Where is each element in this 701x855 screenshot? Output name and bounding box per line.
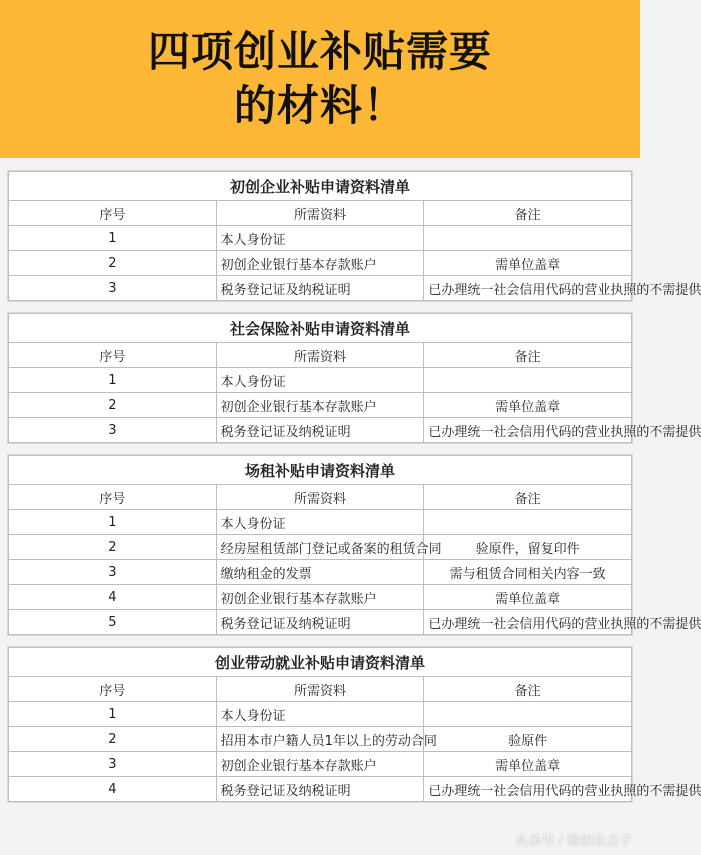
table-header-row: [9, 677, 632, 702]
row-note: 验原件，留复印件: [424, 535, 632, 560]
table-row: [9, 368, 632, 393]
row-note: 需单位盖章: [424, 585, 632, 610]
section-startup-subsidy: [8, 171, 701, 301]
header-note: 备注: [424, 677, 632, 702]
table-row: [9, 226, 632, 251]
table-row: [9, 727, 632, 752]
header-no: 序号: [9, 343, 217, 368]
header-note: 备注: [424, 343, 632, 368]
row-note: 验原件: [424, 727, 632, 752]
header-material: 所需资料: [216, 343, 424, 368]
table-row: [9, 752, 632, 777]
row-note: 已办理统一社会信用代码的营业执照的不需提供: [424, 418, 632, 443]
row-material: 初创企业银行基本存款账户: [216, 393, 424, 418]
row-material: 缴纳租金的发票: [216, 560, 424, 585]
materials-table: [8, 455, 701, 635]
section-caption: 场租补贴申请资料清单: [9, 456, 632, 485]
row-note: 已办理统一社会信用代码的营业执照的不需提供: [424, 276, 632, 301]
row-note: 已办理统一社会信用代码的营业执照的不需提供: [424, 610, 632, 635]
table-row: [9, 585, 632, 610]
table-row: [9, 251, 632, 276]
row-note: 需单位盖章: [424, 393, 632, 418]
row-note: 需与租赁合同相关内容一致: [424, 560, 632, 585]
table-row: [9, 393, 632, 418]
header-note: 备注: [424, 485, 632, 510]
row-no: 3: [9, 752, 217, 777]
row-no: 4: [9, 585, 217, 610]
row-material: 税务登记证及纳税证明: [216, 276, 424, 301]
row-note: 需单位盖章: [424, 752, 632, 777]
section-social-insurance-subsidy: [8, 313, 701, 443]
table-header-row: [9, 485, 632, 510]
row-material: 招用本市户籍人员1年以上的劳动合同: [216, 727, 424, 752]
row-no: 3: [9, 560, 217, 585]
row-material: 本人身份证: [216, 368, 424, 393]
row-material: 税务登记证及纳税证明: [216, 777, 424, 802]
row-note: [424, 510, 632, 535]
table-row: [9, 510, 632, 535]
row-material: 税务登记证及纳税证明: [216, 418, 424, 443]
row-no: 1: [9, 510, 217, 535]
materials-table: [8, 313, 701, 443]
section-caption: 社会保险补贴申请资料清单: [9, 314, 632, 343]
row-no: 3: [9, 276, 217, 301]
row-material: 本人身份证: [216, 226, 424, 251]
materials-table: [8, 171, 701, 301]
header-no: 序号: [9, 485, 217, 510]
page-title-line-2: 的材料！: [233, 81, 406, 130]
row-note: [424, 702, 632, 727]
header-material: 所需资料: [216, 201, 424, 226]
row-note: [424, 226, 632, 251]
row-material: 初创企业银行基本存款账户: [216, 251, 424, 276]
sections-container: [0, 158, 701, 802]
row-no: 1: [9, 702, 217, 727]
row-no: 3: [9, 418, 217, 443]
header-no: 序号: [9, 201, 217, 226]
row-note: 需单位盖章: [424, 251, 632, 276]
row-material: 初创企业银行基本存款账户: [216, 585, 424, 610]
row-material: 本人身份证: [216, 702, 424, 727]
table-row: [9, 610, 632, 635]
section-caption: 初创企业补贴申请资料清单: [9, 172, 632, 201]
row-note: [424, 368, 632, 393]
section-caption: 创业带动就业补贴申请资料清单: [9, 648, 632, 677]
table-row: [9, 535, 632, 560]
table-row: [9, 276, 632, 301]
row-no: 1: [9, 226, 217, 251]
row-material: 经房屋租赁部门登记或备案的租赁合同: [216, 535, 424, 560]
section-employment-subsidy: [8, 647, 701, 802]
watermark: 头条号 / 微创业点子: [515, 834, 632, 849]
row-no: 2: [9, 251, 217, 276]
row-no: 4: [9, 777, 217, 802]
header-no: 序号: [9, 677, 217, 702]
materials-table: [8, 647, 701, 802]
table-row: [9, 560, 632, 585]
table-header-row: [9, 201, 632, 226]
header-material: 所需资料: [216, 485, 424, 510]
header-material: 所需资料: [216, 677, 424, 702]
page-title-line-1: 四项创业补贴需要: [147, 27, 492, 76]
table-row: [9, 702, 632, 727]
row-no: 1: [9, 368, 217, 393]
row-material: 初创企业银行基本存款账户: [216, 752, 424, 777]
row-no: 5: [9, 610, 217, 635]
table-row: [9, 777, 632, 802]
section-rent-subsidy: [8, 455, 701, 635]
header-note: 备注: [424, 201, 632, 226]
table-header-row: [9, 343, 632, 368]
row-material: 税务登记证及纳税证明: [216, 610, 424, 635]
table-row: [9, 418, 632, 443]
row-no: 2: [9, 535, 217, 560]
row-note: 已办理统一社会信用代码的营业执照的不需提供: [424, 777, 632, 802]
row-no: 2: [9, 727, 217, 752]
row-material: 本人身份证: [216, 510, 424, 535]
page-header: [0, 0, 640, 158]
row-no: 2: [9, 393, 217, 418]
